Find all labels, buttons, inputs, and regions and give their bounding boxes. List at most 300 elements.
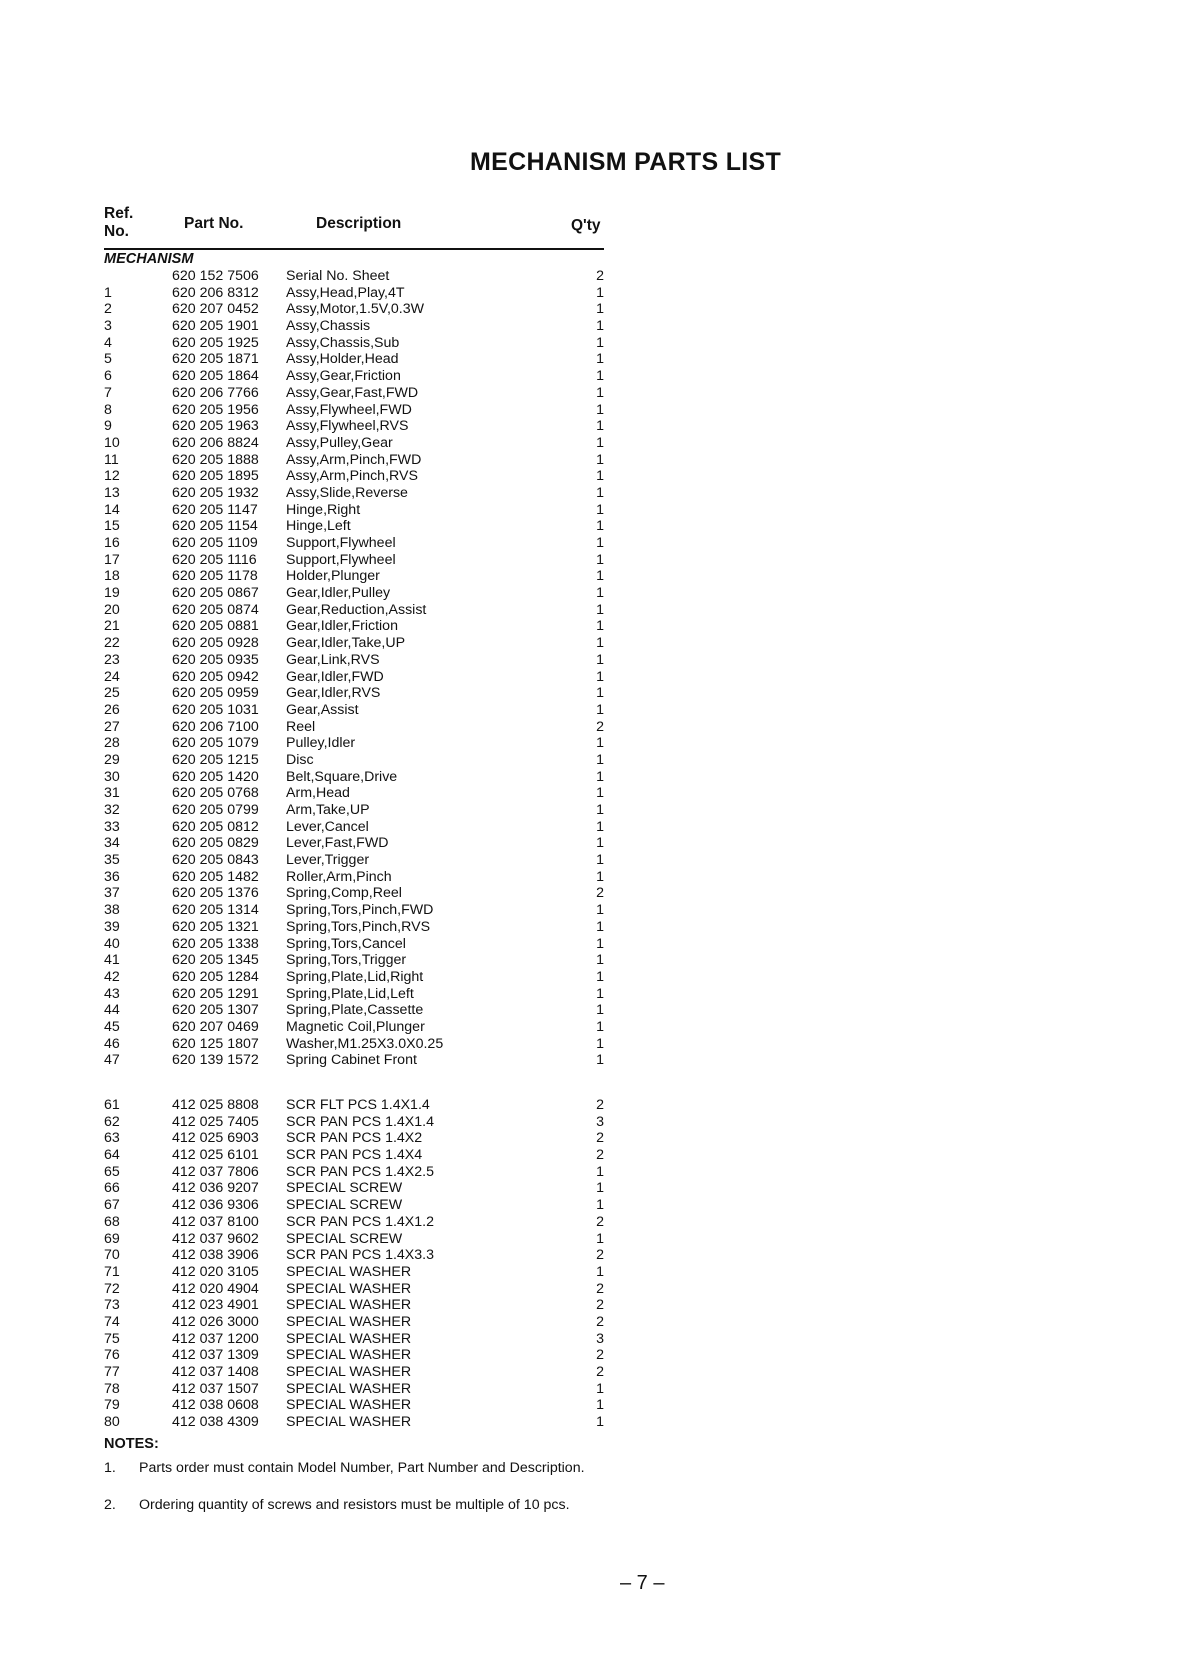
ref-no-cell: 71 [104, 1263, 120, 1280]
table-row [104, 1331, 604, 1348]
qty-cell: 1 [596, 618, 604, 635]
ref-no-cell: 63 [104, 1130, 120, 1147]
table-row [104, 1019, 604, 1036]
table-row [104, 702, 604, 719]
ref-no-cell: 33 [104, 818, 120, 835]
description-cell: Pulley,Idler [286, 735, 356, 752]
ref-no-cell: 22 [104, 635, 120, 652]
table-row [104, 1164, 604, 1181]
ref-no-cell: 75 [104, 1330, 120, 1347]
part-no-cell: 412 037 1408 [172, 1364, 259, 1380]
table-row [104, 285, 604, 302]
ref-no-cell: 25 [104, 685, 120, 702]
qty-cell: 1 [596, 751, 604, 768]
qty-cell: 1 [596, 1052, 604, 1069]
table-row [104, 385, 604, 402]
qty-cell: 2 [596, 1213, 604, 1230]
table-row [104, 418, 604, 435]
note-text: Ordering quantity of screws and resistors must be multiple of 10 pcs. [139, 1497, 570, 1513]
qty-cell: 2 [596, 1247, 604, 1264]
ref-no-cell: 70 [104, 1247, 120, 1264]
qty-cell: 2 [596, 1313, 604, 1330]
part-no-cell: 412 026 3000 [172, 1313, 259, 1330]
table-row [104, 1231, 604, 1248]
table-row [104, 485, 604, 502]
part-no-cell: 620 205 1291 [172, 985, 259, 1002]
ref-no-cell: 12 [104, 468, 120, 485]
description-cell: SCR PAN PCS 1.4X2 [286, 1130, 423, 1147]
qty-cell: 2 [596, 1297, 604, 1314]
ref-no-cell: 77 [104, 1364, 120, 1380]
ref-no-cell: 64 [104, 1147, 120, 1164]
qty-cell: 1 [596, 818, 604, 835]
qty-cell: 1 [596, 868, 604, 885]
part-no-cell: 620 205 1314 [172, 902, 259, 919]
table-row [104, 1264, 604, 1281]
qty-cell: 1 [596, 284, 604, 301]
table-row [104, 785, 604, 802]
part-no-cell: 412 037 9602 [172, 1230, 259, 1247]
description-cell: Spring,Plate,Cassette [286, 1002, 424, 1019]
part-no-cell: 620 205 0928 [172, 635, 259, 652]
description-cell: SPECIAL WASHER [286, 1280, 412, 1297]
ref-no-cell: 14 [104, 501, 120, 518]
description-cell: Disc [286, 751, 314, 768]
ref-no-cell: 16 [104, 535, 120, 551]
qty-cell: 1 [596, 802, 604, 818]
part-no-cell: 620 206 7766 [172, 384, 259, 401]
table-row [104, 1036, 604, 1053]
part-no-cell: 620 205 1420 [172, 768, 259, 785]
parts-table-screws [104, 1097, 604, 1431]
header-description: Description [316, 215, 402, 232]
description-cell: Assy,Flywheel,FWD [286, 401, 412, 418]
part-no-cell: 620 205 1963 [172, 418, 259, 435]
header-rule [104, 248, 604, 250]
part-no-cell: 620 205 0959 [172, 685, 259, 702]
table-row [104, 1214, 604, 1231]
qty-cell: 2 [596, 718, 604, 735]
description-cell: SPECIAL WASHER [286, 1297, 412, 1314]
ref-no-cell: 7 [104, 384, 112, 401]
part-no-cell: 412 025 6101 [172, 1147, 259, 1164]
ref-no-cell: 42 [104, 968, 120, 985]
description-cell: Assy,Slide,Reverse [286, 484, 408, 501]
qty-cell: 1 [596, 735, 604, 752]
qty-cell: 1 [596, 1002, 604, 1019]
description-cell: Lever,Cancel [286, 818, 369, 835]
table-row [104, 318, 604, 335]
part-no-cell: 412 020 4904 [172, 1280, 259, 1297]
ref-no-cell: 36 [104, 868, 120, 885]
description-cell: Belt,Square,Drive [286, 768, 398, 785]
description-cell: Assy,Chassis [286, 318, 371, 335]
qty-cell: 1 [596, 401, 604, 418]
part-no-cell: 412 025 7405 [172, 1113, 259, 1130]
description-cell: SCR PAN PCS 1.4X1.2 [286, 1213, 434, 1230]
table-row [104, 752, 604, 769]
ref-no-cell: 28 [104, 735, 120, 752]
description-cell: Gear,Idler,Friction [286, 618, 398, 635]
description-cell: Assy,Gear,Friction [286, 368, 401, 385]
part-no-cell: 620 205 1376 [172, 885, 259, 902]
qty-cell: 1 [596, 685, 604, 702]
table-row [104, 819, 604, 836]
ref-no-cell: 67 [104, 1197, 120, 1214]
table-row [104, 618, 604, 635]
description-cell: Lever,Trigger [286, 852, 370, 869]
description-cell: Assy,Motor,1.5V,0.3W [286, 301, 424, 318]
ref-no-cell: 79 [104, 1397, 120, 1414]
ref-no-cell: 15 [104, 518, 120, 535]
table-row [104, 1002, 604, 1019]
description-cell: Hinge,Right [286, 501, 361, 518]
description-cell: Serial No. Sheet [286, 268, 390, 284]
table-row [104, 852, 604, 869]
qty-cell: 1 [596, 1035, 604, 1052]
description-cell: SPECIAL SCREW [286, 1197, 403, 1214]
ref-no-cell: 6 [104, 368, 112, 385]
part-no-cell: 620 205 1154 [172, 518, 258, 535]
ref-no-cell: 68 [104, 1213, 120, 1230]
header-ref-line2: No. [104, 223, 129, 240]
ref-no-cell: 8 [104, 401, 112, 418]
ref-no-cell: 24 [104, 668, 120, 685]
table-row [104, 335, 604, 352]
qty-cell: 1 [596, 418, 604, 435]
ref-no-cell: 34 [104, 835, 120, 852]
part-no-cell: 620 205 0799 [172, 802, 259, 818]
table-row [104, 1314, 604, 1331]
table-row [104, 552, 604, 569]
part-no-cell: 620 205 0874 [172, 601, 259, 618]
part-no-cell: 620 205 0935 [172, 651, 259, 668]
part-no-cell: 412 037 1309 [172, 1347, 259, 1364]
part-no-cell: 620 205 1895 [172, 468, 259, 485]
note-number: 2. [104, 1497, 116, 1513]
part-no-cell: 620 139 1572 [172, 1052, 259, 1069]
table-row [104, 468, 604, 485]
ref-no-cell: 31 [104, 785, 120, 802]
description-cell: SPECIAL WASHER [286, 1347, 412, 1364]
description-cell: Spring,Plate,Lid,Left [286, 985, 414, 1002]
ref-no-cell: 65 [104, 1163, 120, 1180]
description-cell: SPECIAL WASHER [286, 1380, 412, 1397]
qty-cell: 1 [596, 501, 604, 518]
header-ref-no [104, 205, 133, 241]
table-row [104, 1347, 604, 1364]
part-no-cell: 412 038 4309 [172, 1414, 259, 1431]
part-no-cell: 412 037 1507 [172, 1380, 259, 1397]
note-text: Parts order must contain Model Number, Part Number and Description. [139, 1460, 585, 1476]
description-cell: Gear,Reduction,Assist [286, 601, 427, 618]
description-cell: Assy,Gear,Fast,FWD [286, 384, 419, 401]
qty-cell: 1 [596, 518, 604, 535]
table-row [104, 1397, 604, 1414]
part-no-cell: 620 125 1807 [172, 1035, 259, 1052]
qty-cell: 1 [596, 384, 604, 401]
part-no-cell: 620 205 0881 [172, 618, 259, 635]
table-row [104, 452, 604, 469]
part-no-cell: 620 205 1338 [172, 935, 259, 952]
ref-no-cell: 38 [104, 902, 120, 919]
ref-no-cell: 13 [104, 484, 120, 501]
part-no-cell: 412 036 9306 [172, 1197, 259, 1214]
table-row [104, 568, 604, 585]
description-cell: Assy,Pulley,Gear [286, 434, 393, 451]
qty-cell: 1 [596, 768, 604, 785]
qty-cell: 1 [596, 902, 604, 919]
description-cell: Assy,Arm,Pinch,FWD [286, 451, 422, 468]
part-no-cell: 620 205 1321 [172, 918, 259, 935]
ref-no-cell: 1 [104, 284, 112, 301]
part-no-cell: 620 205 0829 [172, 835, 259, 852]
description-cell: Assy,Head,Play,4T [286, 284, 405, 301]
table-row [104, 268, 604, 285]
description-cell: SCR PAN PCS 1.4X3.3 [286, 1247, 434, 1264]
qty-cell: 1 [596, 368, 604, 385]
qty-cell: 1 [596, 835, 604, 852]
qty-cell: 1 [596, 585, 604, 602]
table-row [104, 402, 604, 419]
description-cell: Assy,Flywheel,RVS [286, 418, 409, 435]
qty-cell: 1 [596, 1397, 604, 1414]
table-row [104, 1052, 604, 1069]
table-row [104, 919, 604, 936]
ref-no-cell: 66 [104, 1180, 120, 1197]
ref-no-cell: 4 [104, 334, 112, 351]
table-row [104, 869, 604, 886]
ref-no-cell: 47 [104, 1052, 120, 1069]
part-no-cell: 620 205 1215 [172, 751, 259, 768]
qty-cell: 2 [596, 1347, 604, 1364]
description-cell: SCR FLT PCS 1.4X1.4 [286, 1097, 430, 1113]
part-no-cell: 620 205 1178 [172, 568, 258, 585]
part-no-cell: 620 205 1932 [172, 484, 259, 501]
header-qty: Q'ty [571, 217, 601, 234]
qty-cell: 1 [596, 935, 604, 952]
description-cell: SCR PAN PCS 1.4X4 [286, 1147, 423, 1164]
qty-cell: 1 [596, 351, 604, 368]
table-row [104, 936, 604, 953]
description-cell: Hinge,Left [286, 518, 351, 535]
part-no-cell: 620 206 8824 [172, 434, 259, 451]
qty-cell: 1 [596, 968, 604, 985]
ref-no-cell: 20 [104, 601, 120, 618]
table-row [104, 1247, 604, 1264]
description-cell: Assy,Arm,Pinch,RVS [286, 468, 418, 485]
description-cell: SCR PAN PCS 1.4X1.4 [286, 1113, 434, 1130]
part-no-cell: 620 205 1956 [172, 401, 259, 418]
part-no-cell: 412 020 3105 [172, 1263, 259, 1280]
qty-cell: 2 [596, 1130, 604, 1147]
qty-cell: 1 [596, 985, 604, 1002]
ref-no-cell: 69 [104, 1230, 120, 1247]
table-row [104, 969, 604, 986]
table-row [104, 952, 604, 969]
description-cell: Spring,Tors,Trigger [286, 952, 407, 969]
ref-no-cell: 73 [104, 1297, 120, 1314]
description-cell: Spring,Comp,Reel [286, 885, 402, 902]
ref-no-cell: 44 [104, 1002, 120, 1019]
table-row [104, 1381, 604, 1398]
part-no-cell: 412 023 4901 [172, 1297, 259, 1314]
part-no-cell: 620 205 1345 [172, 952, 259, 969]
description-cell: Assy,Holder,Head [286, 351, 399, 368]
part-no-cell: 412 036 9207 [172, 1180, 259, 1197]
description-cell: Gear,Idler,FWD [286, 668, 384, 685]
description-cell: SPECIAL WASHER [286, 1364, 412, 1380]
description-cell: Spring,Tors,Cancel [286, 935, 406, 952]
part-no-cell: 412 037 7806 [172, 1163, 259, 1180]
part-no-cell: 620 205 1307 [172, 1002, 259, 1019]
ref-no-cell: 11 [104, 451, 119, 468]
part-no-cell: 412 038 3906 [172, 1247, 259, 1264]
qty-cell: 1 [596, 635, 604, 652]
table-row [104, 1180, 604, 1197]
qty-cell: 1 [596, 918, 604, 935]
header-ref-line1: Ref. [104, 205, 134, 222]
description-cell: Spring,Plate,Lid,Right [286, 968, 424, 985]
ref-no-cell: 62 [104, 1113, 120, 1130]
table-row [104, 535, 604, 552]
qty-cell: 1 [596, 1018, 604, 1035]
table-row [104, 885, 604, 902]
table-row [104, 585, 604, 602]
description-cell: SPECIAL WASHER [286, 1313, 412, 1330]
table-row [104, 685, 604, 702]
table-row [104, 652, 604, 669]
description-cell: SPECIAL WASHER [286, 1414, 412, 1431]
ref-no-cell: 72 [104, 1280, 120, 1297]
qty-cell: 2 [596, 1364, 604, 1380]
part-no-cell: 620 205 1864 [172, 368, 259, 385]
section-title: MECHANISM [104, 251, 194, 267]
page-number: – 7 – [620, 1572, 665, 1594]
description-cell: Lever,Fast,FWD [286, 835, 389, 852]
part-no-cell: 620 205 1079 [172, 735, 259, 752]
ref-no-cell: 43 [104, 985, 120, 1002]
ref-no-cell: 32 [104, 802, 120, 818]
part-no-cell: 620 207 0452 [172, 301, 259, 318]
ref-no-cell: 5 [104, 351, 112, 368]
ref-no-cell: 21 [104, 618, 120, 635]
part-no-cell: 620 205 0843 [172, 852, 259, 869]
part-no-cell: 620 205 1925 [172, 334, 259, 351]
table-row [104, 669, 604, 686]
description-cell: SPECIAL WASHER [286, 1397, 412, 1414]
qty-cell: 1 [596, 1263, 604, 1280]
table-row [104, 1364, 604, 1381]
part-no-cell: 620 152 7506 [172, 268, 259, 284]
ref-no-cell: 23 [104, 651, 120, 668]
table-row [104, 301, 604, 318]
qty-cell: 2 [596, 1280, 604, 1297]
qty-cell: 1 [596, 1230, 604, 1247]
ref-no-cell: 27 [104, 718, 120, 735]
table-row [104, 1097, 604, 1114]
table-row [104, 351, 604, 368]
table-row [104, 1297, 604, 1314]
part-no-cell: 412 037 8100 [172, 1213, 259, 1230]
part-no-cell: 620 205 1871 [172, 351, 259, 368]
ref-no-cell: 3 [104, 318, 112, 335]
table-row [104, 518, 604, 535]
qty-cell: 1 [596, 1197, 604, 1214]
table-row [104, 1197, 604, 1214]
table-row [104, 435, 604, 452]
table-row [104, 1414, 604, 1431]
table-row [104, 368, 604, 385]
description-cell: Gear,Idler,Pulley [286, 585, 391, 602]
table-row [104, 1130, 604, 1147]
ref-no-cell: 78 [104, 1380, 120, 1397]
description-cell: SPECIAL SCREW [286, 1180, 403, 1197]
part-no-cell: 412 025 6903 [172, 1130, 259, 1147]
part-no-cell: 412 038 0608 [172, 1397, 259, 1414]
qty-cell: 1 [596, 701, 604, 718]
part-no-cell: 620 205 0867 [172, 585, 259, 602]
part-no-cell: 620 205 0942 [172, 668, 259, 685]
ref-no-cell: 10 [104, 434, 120, 451]
qty-cell: 1 [596, 1380, 604, 1397]
ref-no-cell: 29 [104, 751, 120, 768]
part-no-cell: 620 205 1031 [172, 701, 259, 718]
description-cell: Magnetic Coil,Plunger [286, 1018, 425, 1035]
table-row [104, 719, 604, 736]
description-cell: Spring,Tors,Pinch,FWD [286, 902, 434, 919]
part-no-cell: 620 206 8312 [172, 284, 259, 301]
description-cell: SPECIAL WASHER [286, 1330, 412, 1347]
part-no-cell: 412 037 1200 [172, 1330, 259, 1347]
qty-cell: 1 [596, 434, 604, 451]
qty-cell: 1 [596, 468, 604, 485]
header-part-no: Part No. [184, 215, 244, 232]
parts-table-mechanism [104, 268, 604, 1069]
part-no-cell: 620 205 0768 [172, 785, 259, 802]
qty-cell: 1 [596, 301, 604, 318]
qty-cell: 1 [596, 601, 604, 618]
qty-cell: 1 [596, 535, 604, 551]
description-cell: Holder,Plunger [286, 568, 380, 585]
qty-cell: 1 [596, 318, 604, 335]
description-cell: Support,Flywheel [286, 551, 396, 568]
ref-no-cell: 19 [104, 585, 120, 602]
qty-cell: 2 [596, 268, 604, 284]
qty-cell: 1 [596, 785, 604, 802]
part-no-cell: 620 205 1888 [172, 451, 259, 468]
ref-no-cell: 17 [104, 551, 120, 568]
qty-cell: 1 [596, 651, 604, 668]
qty-cell: 1 [596, 668, 604, 685]
description-cell: Support,Flywheel [286, 535, 396, 551]
qty-cell: 1 [596, 334, 604, 351]
description-cell: Gear,Link,RVS [286, 651, 380, 668]
ref-no-cell: 40 [104, 935, 120, 952]
table-row [104, 1114, 604, 1131]
part-no-cell: 620 205 1901 [172, 318, 259, 335]
ref-no-cell: 37 [104, 885, 120, 902]
table-row [104, 769, 604, 786]
table-row [104, 1281, 604, 1298]
qty-cell: 1 [596, 1414, 604, 1431]
qty-cell: 2 [596, 1097, 604, 1113]
qty-cell: 1 [596, 568, 604, 585]
description-cell: Roller,Arm,Pinch [286, 868, 392, 885]
part-no-cell: 620 205 1116 [172, 551, 257, 568]
table-row [104, 735, 604, 752]
part-no-cell: 620 206 7100 [172, 718, 259, 735]
